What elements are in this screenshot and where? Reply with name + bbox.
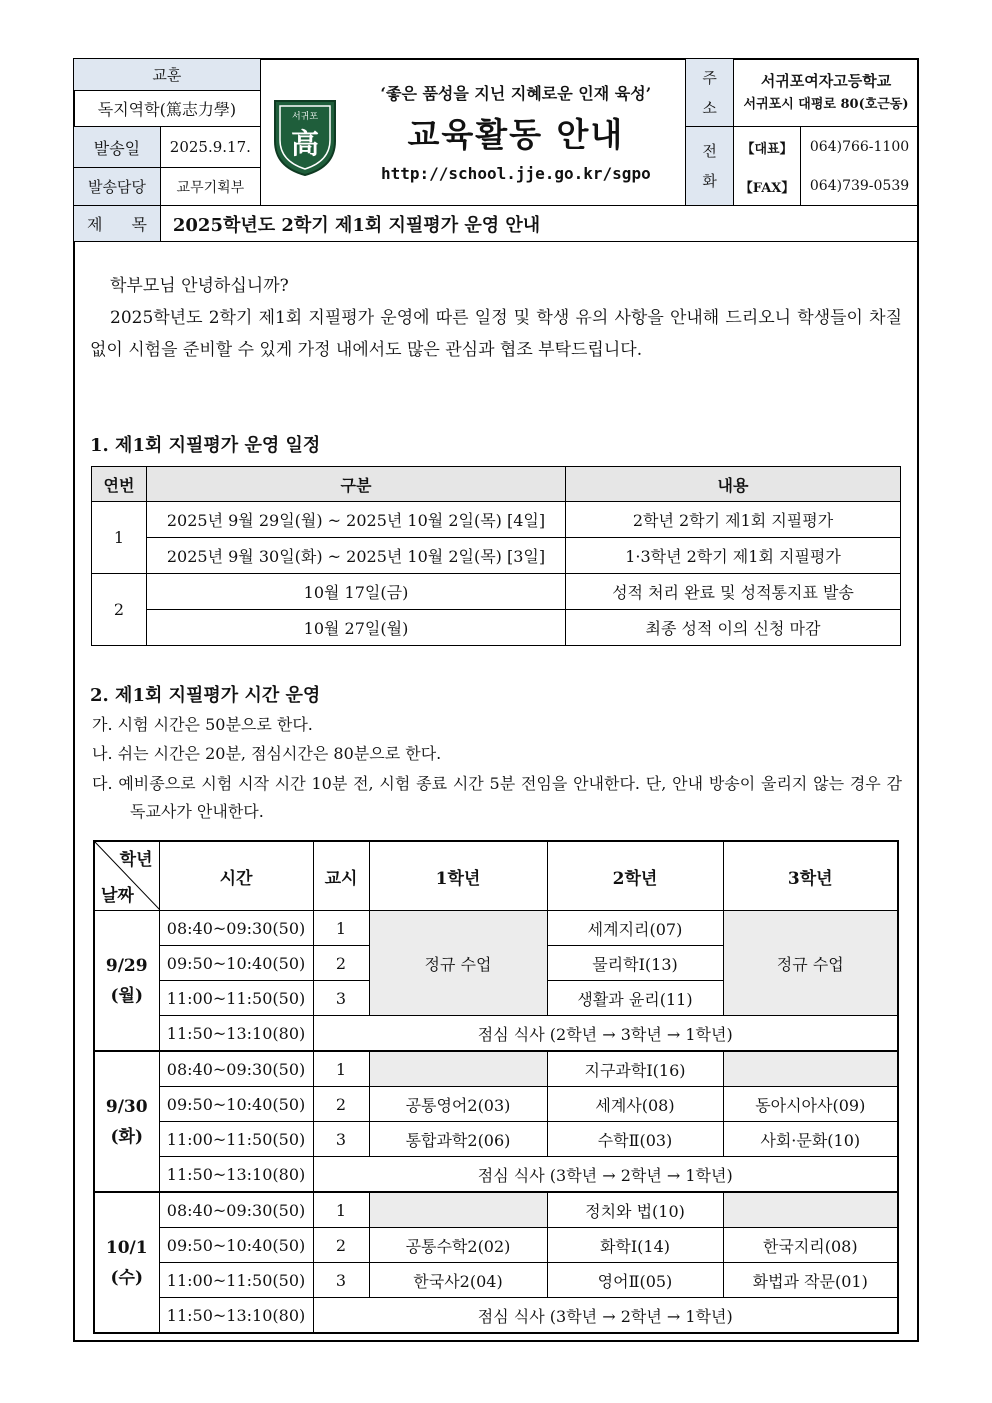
time-cell: 09:50~10:40(50)	[159, 1087, 313, 1122]
col-header-period: 구분	[147, 467, 566, 502]
subject-cell: 지구과학Ⅰ(16)	[547, 1051, 723, 1087]
school-url[interactable]: http://school.jje.go.kr/sgpo	[380, 164, 651, 183]
empty-cell	[369, 1192, 547, 1228]
school-address	[734, 59, 919, 127]
subject-cell: 사회·문화(10)	[723, 1122, 898, 1157]
school-name: 서귀포여자고등학교	[760, 71, 892, 90]
sender-label: 발송담당	[74, 168, 161, 206]
row-content: 1·3학년 2학기 제1회 지필평가	[566, 538, 901, 574]
time-cell: 08:40~09:30(50)	[159, 1192, 313, 1228]
fax-label: 【FAX】	[734, 168, 801, 206]
corner-cell	[94, 841, 159, 911]
time-cell: 11:50~13:10(80)	[159, 1016, 313, 1052]
subject-cell: 생활과 윤리(11)	[547, 981, 723, 1016]
time-cell: 08:40~09:30(50)	[159, 911, 313, 946]
period-cell: 1	[313, 1051, 369, 1087]
col-header-no: 연번	[92, 467, 147, 502]
period-cell: 2	[313, 1228, 369, 1263]
period-cell: 3	[313, 1263, 369, 1298]
subject-cell: 영어Ⅱ(05)	[547, 1263, 723, 1298]
header-time: 시간	[159, 841, 313, 911]
motto-label: 교훈	[74, 59, 261, 91]
sender: 교무기획부	[160, 168, 260, 206]
subject-cell: 한국사2(04)	[369, 1263, 547, 1298]
subject-cell: 한국지리(08)	[723, 1228, 898, 1263]
date-cell: 9/30 (화)	[94, 1051, 159, 1192]
subject-cell: 공통수학2(02)	[369, 1228, 547, 1263]
header-period: 교시	[313, 841, 369, 911]
address-text: 서귀포시 대평로 80(호근동)	[743, 96, 909, 112]
period-cell: 1	[313, 911, 369, 946]
time-cell: 11:00~11:50(50)	[159, 1122, 313, 1157]
time-cell: 11:50~13:10(80)	[159, 1298, 313, 1334]
intro-paragraph: 2025학년도 2학기 제1회 지필평가 운영에 따른 일정 및 학생 유의 사항을 안내해 드리오니 학생들이 차질 없이 시험을 준비할 수 있게 가정 내에서도 많은 관심과 협조 부탁드립니다.	[90, 308, 902, 360]
rule-item: 나. 쉬는 시간은 20분, 점심시간은 80분으로 한다.	[92, 744, 442, 763]
row-content: 성적 처리 완료 및 성적통지표 발송	[566, 574, 901, 610]
col-header-content: 내용	[566, 467, 901, 502]
row-period: 2025년 9월 29일(월) ~ 2025년 10월 2일(목) [4일]	[147, 502, 566, 538]
rule-item: 다. 예비종으로 시험 시작 시간 10분 전, 시험 종료 시간 5분 전임을 안내한다. 단, 안내 방송이 울리지 않는 경우 감독교사가 안내한다.	[92, 774, 902, 821]
date-cell: 9/29 (월)	[94, 911, 159, 1052]
subject-cell: 정치와 법(10)	[547, 1192, 723, 1228]
time-cell: 11:50~13:10(80)	[159, 1157, 313, 1193]
exam-schedule-table	[91, 466, 901, 646]
subject-cell: 동아시아사(09)	[723, 1087, 898, 1122]
slogan: ‘좋은 품성을 지닌 지혜로운 인재 육성’	[380, 84, 652, 103]
subject-cell: 통합과학2(06)	[369, 1122, 547, 1157]
empty-cell	[723, 1051, 898, 1087]
subject-cell: 수학Ⅱ(03)	[547, 1122, 723, 1157]
rule-item: 가. 시험 시간은 50분으로 한다.	[92, 715, 313, 734]
corner-date: 날짜	[101, 886, 134, 906]
period-cell: 1	[313, 1192, 369, 1228]
regular-class: 정규 수업	[723, 911, 898, 1016]
sent-date: 2025.9.17.	[160, 127, 260, 168]
corner-grade: 학년	[119, 850, 153, 870]
address-label: 주소	[686, 59, 734, 127]
subject-label: 제 목	[74, 206, 161, 242]
period-cell: 2	[313, 1087, 369, 1122]
row-no: 2	[92, 574, 147, 646]
period-cell: 3	[313, 981, 369, 1016]
period-cell: 2	[313, 946, 369, 981]
empty-cell	[369, 1051, 547, 1087]
subject-cell: 물리학Ⅰ(13)	[547, 946, 723, 981]
row-content: 2학년 2학기 제1회 지필평가	[566, 502, 901, 538]
row-period: 10월 17일(금)	[147, 574, 566, 610]
letterhead	[73, 58, 919, 242]
header-grade1: 1학년	[369, 841, 547, 911]
date-cell: 10/1 (수)	[94, 1192, 159, 1333]
svg-text:서귀포: 서귀포	[291, 112, 318, 122]
subject-cell: 화법과 작문(01)	[723, 1263, 898, 1298]
lunch-cell: 점심 식사 (2학년 → 3학년 → 1학년)	[313, 1016, 898, 1052]
empty-cell	[723, 1192, 898, 1228]
regular-class: 정규 수업	[369, 911, 547, 1016]
row-period: 2025년 9월 30일(화) ~ 2025년 10월 2일(목) [3일]	[147, 538, 566, 574]
phone-label: 전화	[686, 127, 734, 206]
main-phone-label: 【대표】	[734, 127, 801, 168]
subject-cell: 공통영어2(03)	[369, 1087, 547, 1122]
section1-title: 1. 제1회 지필평가 운영 일정	[90, 435, 321, 456]
time-cell: 09:50~10:40(50)	[159, 946, 313, 981]
subject-text: 2025학년도 2학기 제1회 지필평가 운영 안내	[160, 206, 918, 242]
row-no: 1	[92, 502, 147, 574]
header-grade3: 3학년	[723, 841, 898, 911]
header-grade2: 2학년	[547, 841, 723, 911]
row-content: 최종 성적 이의 신청 마감	[566, 610, 901, 646]
subject-cell: 세계지리(07)	[547, 911, 723, 946]
greeting: 학부모님 안녕하십니까?	[110, 276, 289, 296]
main-phone: 064)766-1100	[801, 127, 919, 168]
lunch-cell: 점심 식사 (3학년 → 2학년 → 1학년)	[313, 1298, 898, 1334]
fax-number: 064)739-0539	[801, 168, 919, 206]
row-period: 10월 27일(월)	[147, 610, 566, 646]
motto-text: 독지역학(篤志力學)	[74, 91, 261, 127]
subject-cell: 화학Ⅰ(14)	[547, 1228, 723, 1263]
school-logo	[271, 97, 339, 177]
section2-title: 2. 제1회 지필평가 시간 운영	[90, 685, 321, 706]
time-cell: 11:00~11:50(50)	[159, 1263, 313, 1298]
time-cell: 11:00~11:50(50)	[159, 981, 313, 1016]
sent-label: 발송일	[74, 127, 161, 168]
time-cell: 09:50~10:40(50)	[159, 1228, 313, 1263]
lunch-cell: 점심 식사 (3학년 → 2학년 → 1학년)	[313, 1157, 898, 1193]
title-block	[260, 59, 685, 206]
page-title: 교육활동 안내	[407, 115, 625, 154]
period-cell: 3	[313, 1122, 369, 1157]
timetable	[93, 840, 899, 1334]
svg-text:高: 高	[290, 127, 319, 160]
time-cell: 08:40~09:30(50)	[159, 1051, 313, 1087]
subject-cell: 세계사(08)	[547, 1087, 723, 1122]
